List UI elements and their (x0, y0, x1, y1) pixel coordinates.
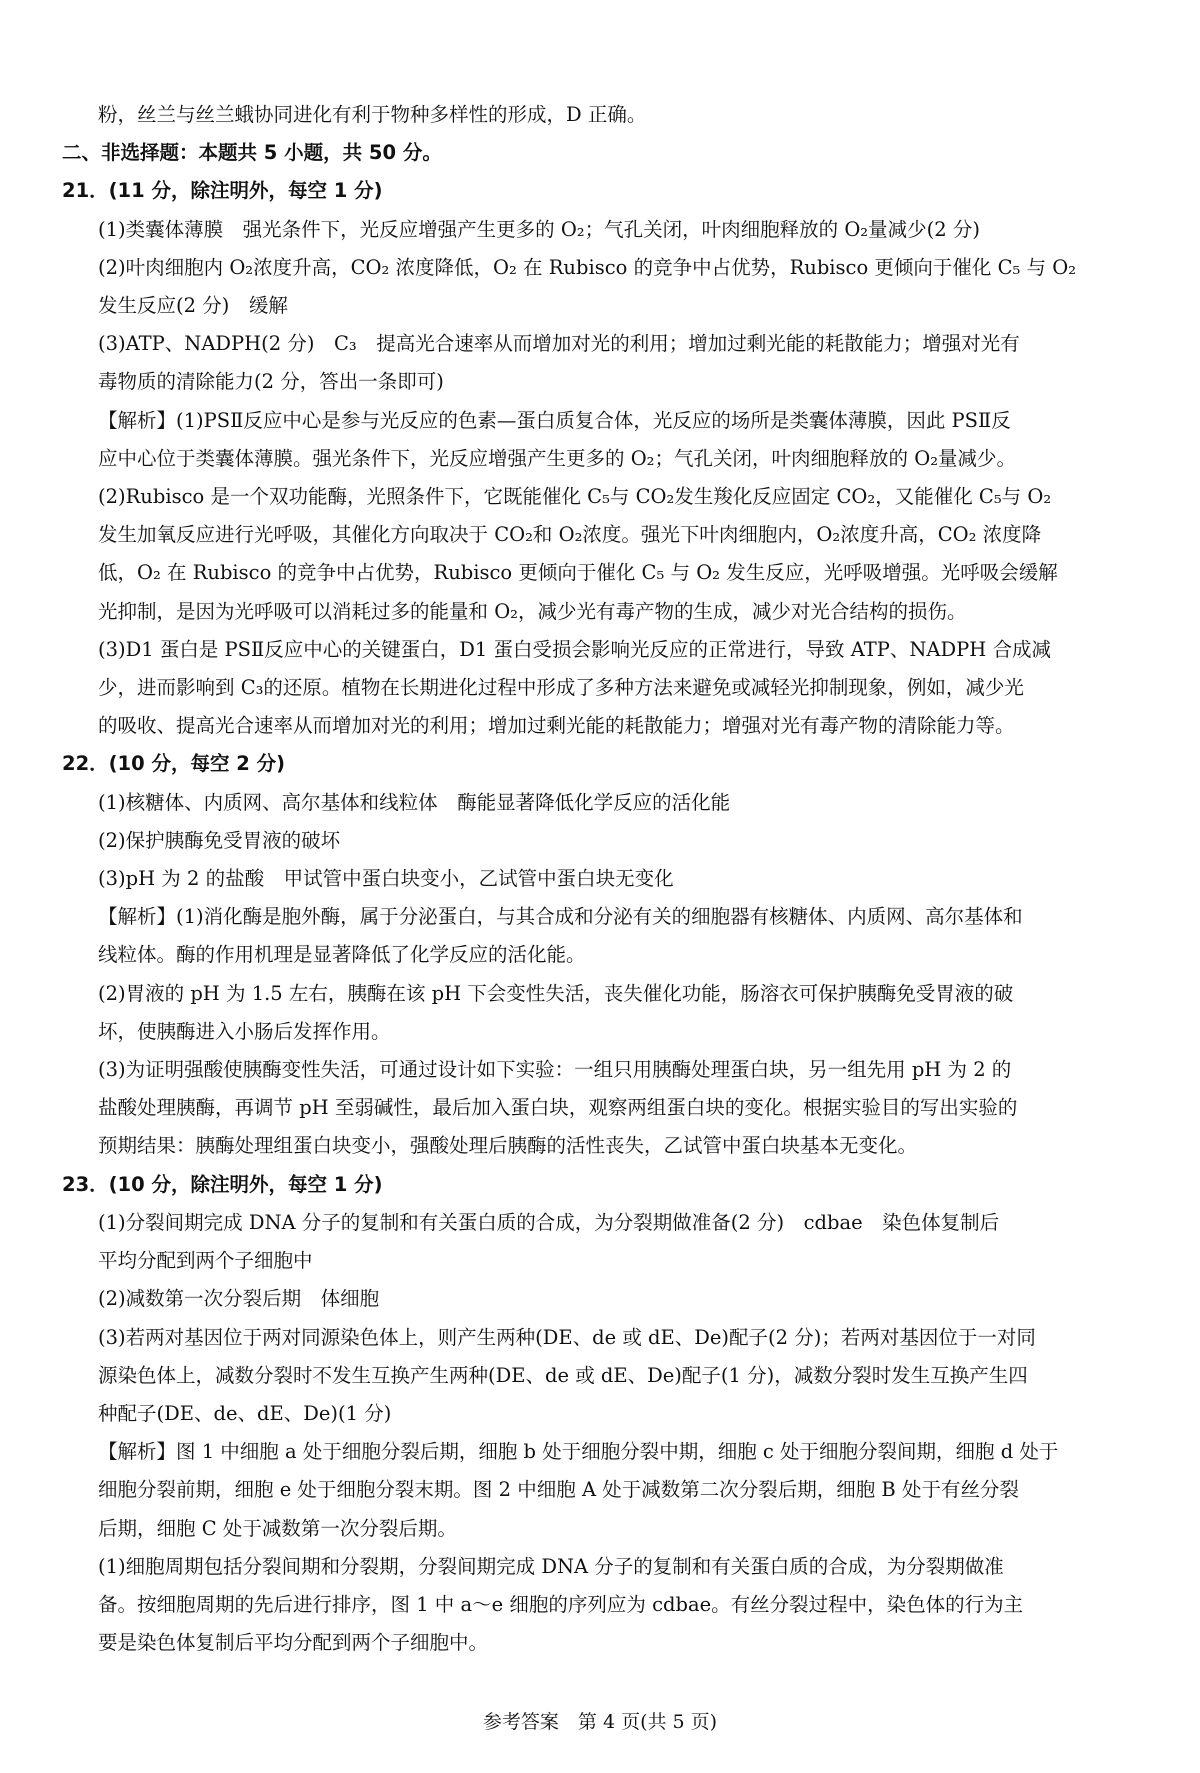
text-line: (3)D1 蛋白是 PSⅡ反应中心的关键蛋白，D1 蛋白受损会影响光反应的正常进行，导致 ATP、NADPH 合成减 (98, 637, 1051, 661)
text-line: 少，进而影响到 C₃的还原。植物在长期进化过程中形成了多种方法来避免或减轻光抑制现象，例如，减少光 (98, 676, 1024, 700)
text-line: (2)Rubisco 是一个双功能酶，光照条件下，它既能催化 C₅与 CO₂发生羧化反应固定 CO₂，又能催化 C₅与 O₂ (98, 485, 1052, 509)
text-line: 毒物质的清除能力(2 分，答出一条即可) (98, 370, 444, 394)
text-line: 应中心位于类囊体薄膜。强光条件下，光反应增强产生更多的 O₂；气孔关闭，叶肉细胞释放的 O₂量减少。 (98, 446, 1017, 470)
text-line: (1)类囊体薄膜 强光条件下，光反应增强产生更多的 O₂；气孔关闭，叶肉细胞释放的 O₂量减少(2 分) (98, 217, 980, 241)
text-line: (3)ATP、NADPH(2 分) C₃ 提高光合速率从而增加对光的利用；增加过剩光能的耗散能力；增强对光有 (98, 332, 1020, 356)
text-line: 种配子(DE、de、dE、De)(1 分) (98, 1401, 392, 1425)
answer-content (62, 96, 1142, 1662)
text-line: 发生加氧反应进行光呼吸，其催化方向取决于 CO₂和 O₂浓度。强光下叶肉细胞内，O₂浓度升高，CO₂ 浓度降 (98, 523, 1042, 547)
text-line: 粉，丝兰与丝兰蛾协同进化有利于物种多样性的形成，D 正确。 (98, 103, 647, 126)
text-line: 源染色体上，减数分裂时不发生互换产生两种(DE、de 或 dE、De)配子(1 分)，减数分裂时发生互换产生四 (98, 1363, 1028, 1387)
text-line: 的吸收、提高光合速率从而增加对光的利用；增加过剩光能的耗散能力；增强对光有毒产物的清除能力等。 (98, 714, 1015, 738)
analysis-line: 【解析】(1)PSⅡ反应中心是参与光反应的色素—蛋白质复合体，光反应的场所是类囊体薄膜，因此 PSⅡ反 (98, 408, 1011, 432)
analysis-line: 【解析】图 1 中细胞 a 处于细胞分裂后期，细胞 b 处于细胞分裂中期，细胞 c 处于细胞分裂间期，细胞 d 处于 (98, 1440, 1059, 1464)
question-23-heading: 23．(10 分，除注明外，每空 1 分) (62, 1172, 383, 1196)
page-footer: 参考答案 第 4 页(共 5 页) (482, 1711, 718, 1733)
text-line: (1)核糖体、内质网、高尔基体和线粒体 酶能显著降低化学反应的活化能 (98, 790, 731, 814)
question-21-heading: 21．(11 分，除注明外，每空 1 分) (62, 179, 383, 203)
text-line: 细胞分裂前期，细胞 e 处于细胞分裂末期。图 2 中细胞 A 处于减数第二次分裂后期，细胞 B 处于有丝分裂 (98, 1478, 1019, 1502)
text-line: 发生反应(2 分) 缓解 (98, 294, 288, 318)
text-line: 盐酸处理胰酶，再调节 pH 至弱碱性，最后加入蛋白块，观察两组蛋白块的变化。根据实验目的写出实验的 (98, 1096, 1018, 1120)
text-line: 后期，细胞 C 处于减数第一次分裂后期。 (98, 1516, 457, 1540)
text-line: (1)细胞周期包括分裂间期和分裂期，分裂间期完成 DNA 分子的复制和有关蛋白质的合成，为分裂期做准 (98, 1554, 1004, 1578)
text-line: 要是染色体复制后平均分配到两个子细胞中。 (98, 1631, 489, 1655)
text-line: 线粒体。酶的作用机理是显著降低了化学反应的活化能。 (98, 943, 586, 967)
text-line: (2)保护胰酶免受胃液的破坏 (98, 828, 341, 852)
text-line: (2)叶肉细胞内 O₂浓度升高，CO₂ 浓度降低，O₂ 在 Rubisco 的竞争中占优势，Rubisco 更倾向于催化 C₅ 与 O₂ (98, 255, 1077, 279)
question-22-heading: 22．(10 分，每空 2 分) (62, 752, 286, 776)
text-line: 低，O₂ 在 Rubisco 的竞争中占优势，Rubisco 更倾向于催化 C₅ 与 O₂ 发生反应，光呼吸增强。光呼吸会缓解 (98, 561, 1058, 585)
text-line: 平均分配到两个子细胞中 (98, 1249, 313, 1273)
analysis-line: 【解析】(1)消化酶是胞外酶，属于分泌蛋白，与其合成和分泌有关的细胞器有核糖体、内质网、高尔基体和 (98, 905, 1023, 929)
text-line: (2)胃液的 pH 为 1.5 左右，胰酶在该 pH 下会变性失活，丧失催化功能，肠溶衣可保护胰酶免受胃液的破 (98, 981, 1014, 1005)
text-line: (3)为证明强酸使胰酶变性失活，可通过设计如下实验：一组只用胰酶处理蛋白块，另一组先用 pH 为 2 的 (98, 1058, 1012, 1082)
text-line: 坏，使胰酶进入小肠后发挥作用。 (98, 1019, 391, 1043)
section-heading: 二、非选择题：本题共 5 小题，共 50 分。 (62, 141, 442, 165)
text-line: 预期结果：胰酶处理组蛋白块变小，强酸处理后胰酶的活性丧失，乙试管中蛋白块基本无变化。 (98, 1134, 918, 1158)
text-line: (1)分裂间期完成 DNA 分子的复制和有关蛋白质的合成，为分裂期做准备(2 分) cdbae 染色体复制后 (98, 1210, 1000, 1234)
text-line: 备。按细胞周期的先后进行排序，图 1 中 a～e 细胞的序列应为 cdbae。有丝分裂过程中，染色体的行为主 (98, 1592, 1024, 1616)
text-line: (2)减数第一次分裂后期 体细胞 (98, 1287, 380, 1311)
text-line: 光抑制，是因为光呼吸可以消耗过多的能量和 O₂，减少光有毒产物的生成，减少对光合结构的损伤。 (98, 599, 967, 623)
text-line: (3)pH 为 2 的盐酸 甲试管中蛋白块变小，乙试管中蛋白块无变化 (98, 867, 674, 891)
text-line: (3)若两对基因位于两对同源染色体上，则产生两种(DE、de 或 dE、De)配子(2 分)；若两对基因位于一对同 (98, 1325, 1036, 1349)
